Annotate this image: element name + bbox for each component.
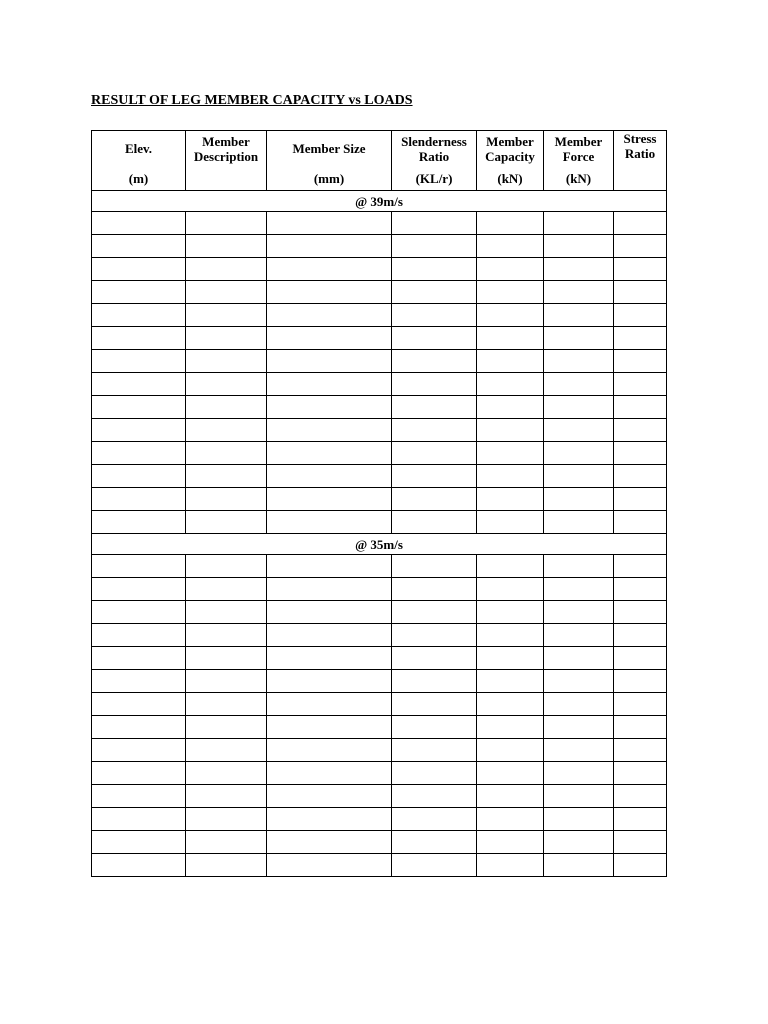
table-cell bbox=[186, 235, 267, 258]
table-row bbox=[92, 258, 667, 281]
table-cell bbox=[186, 854, 267, 877]
table-cell bbox=[392, 281, 477, 304]
table-cell bbox=[544, 808, 614, 831]
table-cell bbox=[544, 739, 614, 762]
table-cell bbox=[477, 624, 544, 647]
table-cell bbox=[92, 739, 186, 762]
table-cell bbox=[614, 419, 667, 442]
table-row bbox=[92, 442, 667, 465]
table-cell bbox=[614, 442, 667, 465]
table-cell bbox=[477, 304, 544, 327]
table-cell bbox=[392, 396, 477, 419]
table-cell bbox=[544, 488, 614, 511]
table-cell bbox=[392, 419, 477, 442]
table-row bbox=[92, 716, 667, 739]
table-row bbox=[92, 854, 667, 877]
table-cell bbox=[92, 258, 186, 281]
table-cell bbox=[392, 624, 477, 647]
table-header-row bbox=[92, 131, 667, 191]
table-cell bbox=[92, 396, 186, 419]
table-cell bbox=[267, 511, 392, 534]
table-row bbox=[92, 785, 667, 808]
table-row bbox=[92, 624, 667, 647]
table-cell bbox=[267, 327, 392, 350]
table-cell bbox=[392, 373, 477, 396]
table-cell bbox=[477, 601, 544, 624]
table-cell bbox=[477, 854, 544, 877]
table-cell bbox=[477, 511, 544, 534]
table-row bbox=[92, 350, 667, 373]
table-cell bbox=[614, 258, 667, 281]
table-cell bbox=[92, 419, 186, 442]
table-cell bbox=[392, 762, 477, 785]
column-header-unit: (kN) bbox=[565, 171, 592, 186]
table-cell bbox=[614, 304, 667, 327]
table-cell bbox=[614, 716, 667, 739]
table-cell bbox=[267, 258, 392, 281]
table-cell bbox=[392, 739, 477, 762]
table-cell bbox=[544, 693, 614, 716]
table-cell bbox=[544, 212, 614, 235]
table-cell bbox=[392, 578, 477, 601]
table-cell bbox=[477, 831, 544, 854]
table-cell bbox=[267, 739, 392, 762]
table-cell bbox=[392, 327, 477, 350]
table-cell bbox=[477, 350, 544, 373]
table-cell bbox=[267, 396, 392, 419]
column-header-label: Member Capacity bbox=[485, 134, 535, 164]
table-cell bbox=[614, 281, 667, 304]
table-row bbox=[92, 281, 667, 304]
table-row bbox=[92, 419, 667, 442]
table-cell bbox=[614, 808, 667, 831]
table-cell bbox=[614, 465, 667, 488]
column-header-label: Member Description bbox=[193, 134, 259, 164]
table-cell bbox=[92, 762, 186, 785]
table-cell bbox=[92, 235, 186, 258]
table-cell bbox=[614, 511, 667, 534]
column-header-unit: (kN) bbox=[497, 171, 523, 186]
column-header-label: Member Force bbox=[554, 134, 603, 164]
table-cell bbox=[92, 670, 186, 693]
column-header-slenderness-ratio bbox=[392, 131, 477, 191]
table-cell bbox=[186, 419, 267, 442]
table-cell bbox=[186, 670, 267, 693]
table-cell bbox=[267, 442, 392, 465]
table-row bbox=[92, 212, 667, 235]
table-cell bbox=[614, 601, 667, 624]
table-cell bbox=[477, 281, 544, 304]
table-cell bbox=[544, 762, 614, 785]
document-title: RESULT OF LEG MEMBER CAPACITY vs LOADS bbox=[91, 93, 413, 108]
table-cell bbox=[92, 716, 186, 739]
table-cell bbox=[186, 716, 267, 739]
table-cell bbox=[186, 785, 267, 808]
table-cell bbox=[477, 693, 544, 716]
table-cell bbox=[544, 304, 614, 327]
table-cell bbox=[392, 831, 477, 854]
table-cell bbox=[477, 327, 544, 350]
table-cell bbox=[392, 854, 477, 877]
table-cell bbox=[186, 555, 267, 578]
table-row bbox=[92, 647, 667, 670]
table-cell bbox=[92, 465, 186, 488]
table-cell bbox=[544, 327, 614, 350]
table-cell bbox=[92, 350, 186, 373]
table-cell bbox=[186, 601, 267, 624]
table-cell bbox=[267, 808, 392, 831]
table-cell bbox=[267, 281, 392, 304]
table-cell bbox=[614, 396, 667, 419]
table-cell bbox=[92, 212, 186, 235]
table-cell bbox=[186, 327, 267, 350]
table-cell bbox=[267, 578, 392, 601]
table-cell bbox=[544, 555, 614, 578]
table-cell bbox=[186, 304, 267, 327]
table-cell bbox=[186, 442, 267, 465]
table-cell bbox=[477, 578, 544, 601]
table-cell bbox=[392, 304, 477, 327]
table-cell bbox=[477, 785, 544, 808]
table-cell bbox=[186, 647, 267, 670]
section-label: @ 39m/s bbox=[92, 191, 667, 212]
table-cell bbox=[544, 350, 614, 373]
table-cell bbox=[267, 854, 392, 877]
table-cell bbox=[92, 693, 186, 716]
table-cell bbox=[186, 373, 267, 396]
table-cell bbox=[392, 647, 477, 670]
table-cell bbox=[186, 258, 267, 281]
table-cell bbox=[267, 488, 392, 511]
table-cell bbox=[392, 212, 477, 235]
column-header-unit bbox=[186, 168, 266, 171]
table-cell bbox=[477, 762, 544, 785]
table-cell bbox=[544, 465, 614, 488]
table-cell bbox=[392, 555, 477, 578]
table-cell bbox=[544, 258, 614, 281]
table-cell bbox=[392, 442, 477, 465]
column-header-unit bbox=[614, 165, 666, 168]
table-cell bbox=[267, 304, 392, 327]
table-cell bbox=[614, 555, 667, 578]
table-row bbox=[92, 465, 667, 488]
table-row bbox=[92, 396, 667, 419]
table-cell bbox=[392, 785, 477, 808]
table-cell bbox=[544, 716, 614, 739]
table-row bbox=[92, 831, 667, 854]
table-cell bbox=[477, 419, 544, 442]
column-header-member-size bbox=[267, 131, 392, 191]
table-cell bbox=[544, 831, 614, 854]
table-cell bbox=[92, 854, 186, 877]
table-cell bbox=[186, 831, 267, 854]
table-cell bbox=[614, 762, 667, 785]
table-cell bbox=[392, 350, 477, 373]
table-cell bbox=[544, 442, 614, 465]
table-cell bbox=[392, 511, 477, 534]
table-cell bbox=[614, 831, 667, 854]
table-cell bbox=[186, 739, 267, 762]
table-cell bbox=[614, 647, 667, 670]
table-row bbox=[92, 488, 667, 511]
table-cell bbox=[614, 670, 667, 693]
leg-member-capacity-table bbox=[91, 130, 667, 877]
table-cell bbox=[267, 235, 392, 258]
table-cell bbox=[92, 555, 186, 578]
table-cell bbox=[477, 670, 544, 693]
table-cell bbox=[544, 624, 614, 647]
table-cell bbox=[477, 396, 544, 419]
table-cell bbox=[614, 854, 667, 877]
table-cell bbox=[267, 785, 392, 808]
table-cell bbox=[544, 511, 614, 534]
column-header-member-force bbox=[544, 131, 614, 191]
table-cell bbox=[544, 396, 614, 419]
table-cell bbox=[392, 670, 477, 693]
table-cell bbox=[477, 808, 544, 831]
table-cell bbox=[392, 235, 477, 258]
table-cell bbox=[544, 670, 614, 693]
column-header-stress-ratio bbox=[614, 131, 667, 191]
table-cell bbox=[267, 373, 392, 396]
table-cell bbox=[614, 350, 667, 373]
column-header-label: Stress Ratio bbox=[623, 131, 657, 161]
table-cell bbox=[614, 327, 667, 350]
table-cell bbox=[614, 235, 667, 258]
table-cell bbox=[544, 235, 614, 258]
table-row bbox=[92, 304, 667, 327]
column-header-label: Slenderness Ratio bbox=[401, 134, 467, 164]
table-cell bbox=[614, 693, 667, 716]
table-cell bbox=[92, 808, 186, 831]
table-row bbox=[92, 601, 667, 624]
table-cell bbox=[186, 624, 267, 647]
table-cell bbox=[267, 465, 392, 488]
table-cell bbox=[267, 831, 392, 854]
table-cell bbox=[186, 281, 267, 304]
table-row bbox=[92, 808, 667, 831]
table-cell bbox=[92, 578, 186, 601]
table-cell bbox=[392, 808, 477, 831]
table-row bbox=[92, 511, 667, 534]
table-cell bbox=[92, 624, 186, 647]
table-cell bbox=[267, 419, 392, 442]
table-cell bbox=[477, 442, 544, 465]
table-cell bbox=[267, 601, 392, 624]
table-row bbox=[92, 670, 667, 693]
table-row bbox=[92, 327, 667, 350]
table-cell bbox=[477, 258, 544, 281]
table-cell bbox=[186, 578, 267, 601]
column-header-label: Elev. bbox=[124, 141, 153, 156]
table-cell bbox=[544, 373, 614, 396]
table-cell bbox=[186, 762, 267, 785]
table-cell bbox=[477, 465, 544, 488]
table-cell bbox=[92, 511, 186, 534]
table-cell bbox=[477, 373, 544, 396]
table-cell bbox=[186, 511, 267, 534]
table-row bbox=[92, 555, 667, 578]
table-cell bbox=[267, 555, 392, 578]
table-cell bbox=[92, 488, 186, 511]
table-cell bbox=[186, 465, 267, 488]
table-cell bbox=[477, 716, 544, 739]
table-cell bbox=[544, 647, 614, 670]
table-cell bbox=[267, 693, 392, 716]
table-cell bbox=[186, 350, 267, 373]
table-cell bbox=[392, 601, 477, 624]
table-cell bbox=[544, 601, 614, 624]
table-cell bbox=[614, 624, 667, 647]
table-cell bbox=[544, 854, 614, 877]
table-cell bbox=[544, 578, 614, 601]
table-cell bbox=[92, 785, 186, 808]
table-row bbox=[92, 693, 667, 716]
column-header-label: Member Size bbox=[292, 141, 366, 156]
column-header-elevation bbox=[92, 131, 186, 191]
table-cell bbox=[92, 373, 186, 396]
table-cell bbox=[267, 212, 392, 235]
table-cell bbox=[92, 304, 186, 327]
table-cell bbox=[92, 442, 186, 465]
table-cell bbox=[92, 281, 186, 304]
table-row bbox=[92, 762, 667, 785]
table-cell bbox=[392, 465, 477, 488]
table-cell bbox=[477, 488, 544, 511]
table-cell bbox=[477, 235, 544, 258]
table-row bbox=[92, 578, 667, 601]
table-cell bbox=[477, 647, 544, 670]
table-cell bbox=[477, 212, 544, 235]
table-cell bbox=[267, 716, 392, 739]
column-header-member-description bbox=[186, 131, 267, 191]
column-header-unit: (KL/r) bbox=[415, 171, 453, 186]
table-cell bbox=[186, 808, 267, 831]
table-cell bbox=[392, 693, 477, 716]
section-header-row bbox=[92, 534, 667, 555]
column-header-unit: (mm) bbox=[313, 171, 345, 186]
table-cell bbox=[392, 258, 477, 281]
table-cell bbox=[267, 350, 392, 373]
table-row bbox=[92, 739, 667, 762]
table-cell bbox=[614, 785, 667, 808]
table-cell bbox=[544, 785, 614, 808]
table-cell bbox=[614, 488, 667, 511]
table-cell bbox=[267, 670, 392, 693]
table-cell bbox=[267, 624, 392, 647]
table-cell bbox=[614, 739, 667, 762]
table-cell bbox=[186, 396, 267, 419]
table-cell bbox=[614, 212, 667, 235]
table-row bbox=[92, 373, 667, 396]
column-header-member-capacity bbox=[477, 131, 544, 191]
table-cell bbox=[267, 762, 392, 785]
table-cell bbox=[614, 373, 667, 396]
table-cell bbox=[544, 419, 614, 442]
column-header-unit: (m) bbox=[128, 171, 149, 186]
table-cell bbox=[92, 601, 186, 624]
table-cell bbox=[92, 327, 186, 350]
table-cell bbox=[477, 739, 544, 762]
table-cell bbox=[186, 488, 267, 511]
table-cell bbox=[392, 488, 477, 511]
table-cell bbox=[92, 647, 186, 670]
section-label: @ 35m/s bbox=[92, 534, 667, 555]
table-cell bbox=[92, 831, 186, 854]
table-cell bbox=[392, 716, 477, 739]
table-cell bbox=[477, 555, 544, 578]
table-cell bbox=[267, 647, 392, 670]
table-cell bbox=[614, 578, 667, 601]
section-header-row bbox=[92, 191, 667, 212]
table-cell bbox=[186, 212, 267, 235]
table-cell bbox=[544, 281, 614, 304]
table-row bbox=[92, 235, 667, 258]
table-cell bbox=[186, 693, 267, 716]
